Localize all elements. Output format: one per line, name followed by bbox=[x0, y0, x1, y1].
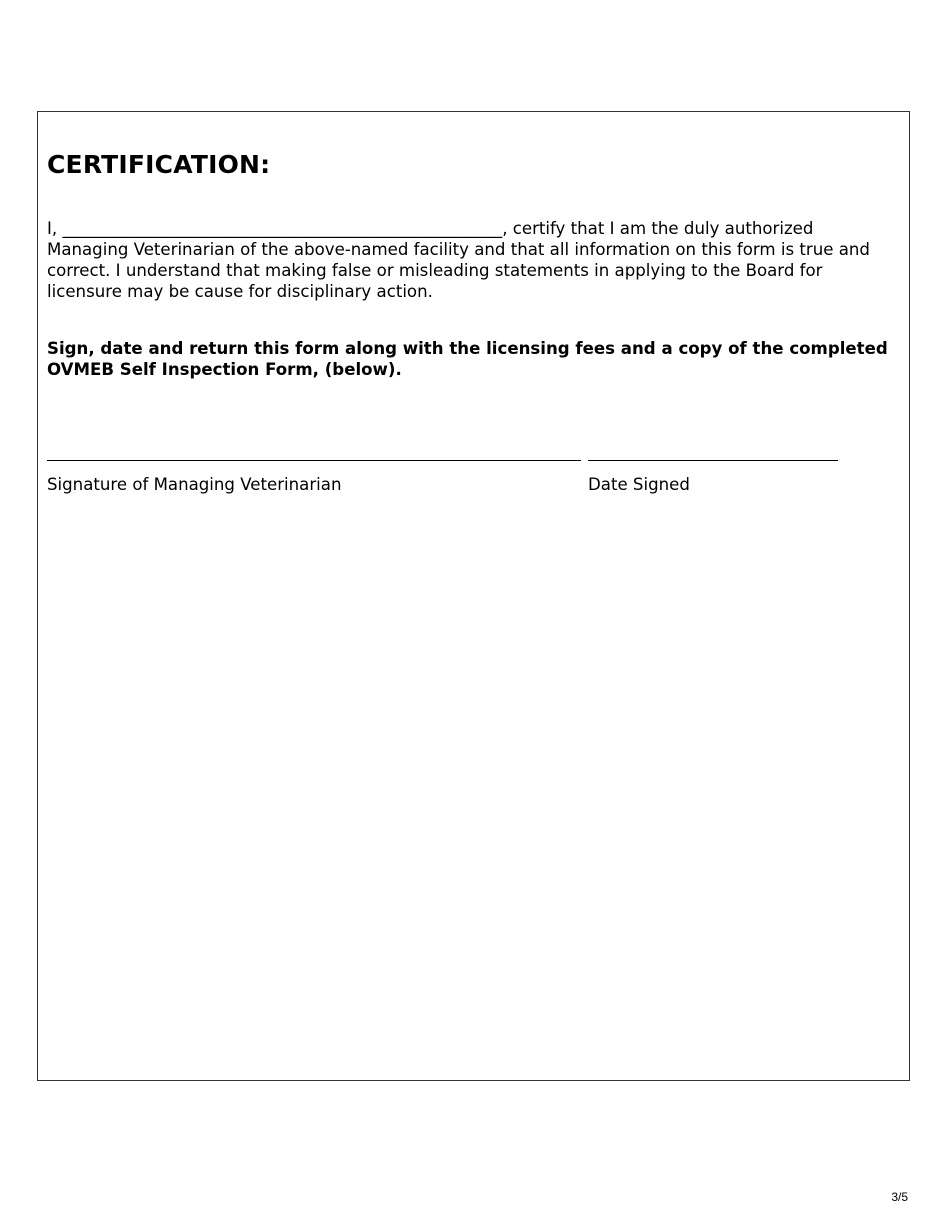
name-blank-field[interactable]: _____________________________________________________ bbox=[62, 219, 503, 238]
return-instructions: Sign, date and return this form along with the licensing fees and a copy of the completed OVMEB Self Inspection Form, (below). bbox=[47, 339, 888, 379]
page-number: 3/5 bbox=[891, 1190, 908, 1204]
certification-body: , certify that I am the duly authorized Managing Veterinarian of the above-named facility and that all information on this form is true and correct. I understand that making false or misleading statements in applying to the Board for licensure may be cause for disciplinary action. bbox=[47, 219, 870, 301]
section-heading: CERTIFICATION: bbox=[47, 150, 271, 179]
signature-label: Signature of Managing Veterinarian bbox=[47, 475, 342, 494]
certification-prefix: I, bbox=[47, 219, 58, 238]
signature-line[interactable] bbox=[47, 460, 581, 462]
certification-statement bbox=[47, 218, 897, 302]
date-label: Date Signed bbox=[588, 475, 690, 494]
date-line[interactable] bbox=[588, 460, 838, 462]
certification-section bbox=[37, 111, 910, 1081]
